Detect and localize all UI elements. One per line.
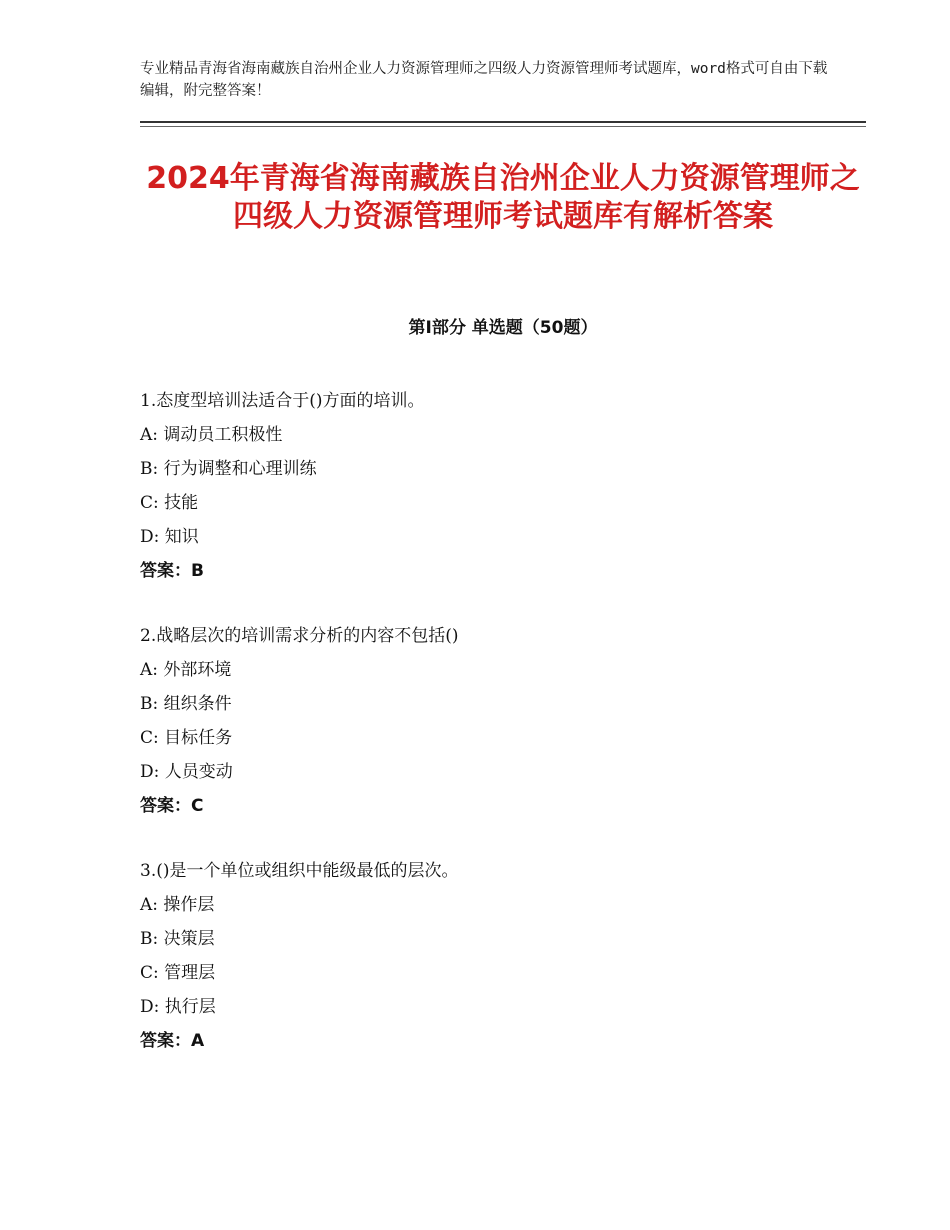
question-stem: 1.态度型培训法适合于()方面的培训。 [140,391,425,411]
question-3 [140,854,866,1058]
question-stem: 2.战略层次的培训需求分析的内容不包括() [140,626,459,646]
answer-label: 答案：B [140,561,204,581]
option-a: A: 调动员工积极性 [140,425,283,445]
header-divider-thin [140,126,866,127]
option-a: A: 外部环境 [140,660,232,680]
question-stem: 3.()是一个单位或组织中能级最低的层次。 [140,861,459,881]
option-c: C: 技能 [140,493,199,513]
option-c: C: 目标任务 [140,728,233,748]
header-divider-thick [140,121,866,123]
option-d: D: 人员变动 [140,762,233,782]
option-d: D: 执行层 [140,997,216,1017]
section-title: 第Ⅰ部分 单选题（50题） [408,318,598,338]
document-title: 2024年青海省海南藏族自治州企业人力资源管理师之四级人力资源管理师考试题库有解析答案 [146,161,860,234]
answer-label: 答案：A [140,1031,205,1051]
header-note: 专业精品青海省海南藏族自治州企业人力资源管理师之四级人力资源管理师考试题库，word格式可自由下载编辑，附完整答案！ [140,61,828,99]
question-list [140,384,866,1089]
option-b: B: 行为调整和心理训练 [140,459,317,479]
option-a: A: 操作层 [140,895,215,915]
option-c: C: 管理层 [140,963,216,983]
option-b: B: 决策层 [140,929,215,949]
option-b: B: 组织条件 [140,694,232,714]
question-1 [140,384,866,588]
option-d: D: 知识 [140,527,199,547]
answer-label: 答案：C [140,796,204,816]
question-2 [140,619,866,823]
